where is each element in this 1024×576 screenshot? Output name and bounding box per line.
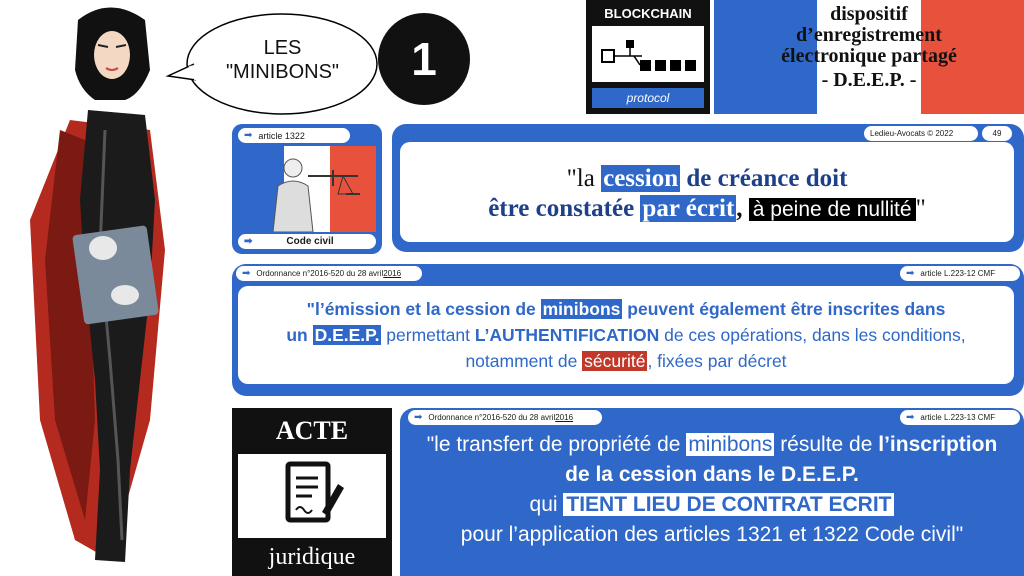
q2-auth: L’AUTHENTIFICATION bbox=[474, 325, 660, 345]
q3-l2: de la cession dans le D.E.E.P. bbox=[565, 463, 859, 486]
deep-line-3: électronique partagé bbox=[781, 45, 957, 67]
arrow-right-icon: ➡ bbox=[906, 268, 915, 279]
q1-open: "la bbox=[566, 165, 602, 192]
copyright-text: Ledieu-Avocats © 2022 bbox=[870, 129, 954, 138]
q3-l3a: qui bbox=[529, 493, 564, 516]
arrow-right-icon: ➡ bbox=[242, 268, 251, 279]
ordonnance-2-year: 2016 bbox=[555, 413, 574, 422]
q1-mid: de créance doit bbox=[680, 165, 848, 192]
article-l223-12-label: article L.223-12 CMF bbox=[920, 269, 996, 278]
arrow-right-icon: ➡ bbox=[244, 236, 253, 247]
justice-image bbox=[238, 146, 376, 232]
quote-2-text bbox=[238, 296, 1014, 374]
quote-1-text bbox=[400, 164, 1014, 225]
deep-line-4: - D.E.E.P. - bbox=[821, 69, 917, 91]
article-l223-13-tag bbox=[900, 410, 1020, 425]
q1-comma: , bbox=[736, 195, 749, 222]
speech-bubble-text bbox=[200, 36, 365, 84]
q3-l4: pour l’application des articles 1321 et 1322 Code civil" bbox=[460, 523, 964, 546]
q2-l2b: permettant bbox=[381, 325, 475, 345]
q2-minibons: minibons bbox=[542, 299, 621, 319]
q2-open: "l’émission et la cession de bbox=[306, 299, 541, 319]
acte-icon-box bbox=[238, 454, 386, 538]
q1-peine: à peine de nullité bbox=[749, 198, 916, 221]
q1-cession: cession bbox=[603, 165, 679, 192]
deep-line-2: d’enregistrement bbox=[796, 24, 942, 46]
quote-3-text bbox=[400, 430, 1024, 550]
ordonnance-1-year: 2016 bbox=[383, 269, 402, 278]
page-number: 49 bbox=[992, 129, 1002, 138]
acte-title: ACTE bbox=[275, 416, 349, 445]
quote-1-panel bbox=[392, 124, 1024, 252]
q3-l1a: "le transfert de propriété de bbox=[426, 433, 687, 456]
quote-3-panel bbox=[400, 408, 1024, 576]
deep-header-text bbox=[714, 4, 1024, 91]
blockchain-subtitle: protocol bbox=[592, 88, 704, 108]
q2-l2c: de ces opérations, dans les conditions, bbox=[659, 325, 966, 345]
q2-l3a: notamment de bbox=[465, 351, 583, 371]
q1-line2a: être constatée bbox=[488, 195, 641, 222]
blockchain-title: BLOCKCHAIN bbox=[604, 6, 692, 21]
acte-juridique-box bbox=[232, 408, 392, 576]
q3-l1b: résulte de bbox=[774, 433, 879, 456]
quote-2-panel bbox=[232, 264, 1024, 396]
scales-of-justice-icon bbox=[238, 146, 376, 232]
copyright-tag bbox=[864, 126, 978, 141]
article-l223-13-label: article L.223-13 CMF bbox=[920, 413, 996, 422]
blockchain-icon bbox=[592, 26, 704, 82]
deep-flag-header bbox=[714, 0, 1024, 114]
q2-securite: sécurité bbox=[584, 351, 646, 371]
acte-footer: juridique bbox=[268, 544, 356, 570]
arrow-right-icon: ➡ bbox=[414, 412, 423, 423]
article-1322-box bbox=[232, 124, 382, 254]
q1-close: " bbox=[915, 195, 926, 222]
q2-mid: peuvent également être inscrites dans bbox=[622, 299, 946, 319]
ordonnance-2-tag bbox=[408, 410, 602, 425]
q3-tient: TIENT LIEU DE CONTRAT ECRIT bbox=[563, 493, 894, 516]
q1-par-ecrit: par écrit bbox=[642, 195, 735, 222]
q2-l3b: , fixées par décret bbox=[647, 351, 787, 371]
ordonnance-1-tag bbox=[236, 266, 422, 281]
bubble-line-1: LES bbox=[263, 37, 302, 59]
deep-line-1: dispositif bbox=[830, 3, 908, 25]
ordonnance-1-label: Ordonnance n°2016-520 du 28 avril bbox=[256, 269, 384, 278]
blockchain-diagram bbox=[592, 26, 704, 82]
quote-1-inner bbox=[400, 142, 1014, 242]
bubble-line-2: "MINIBONS" bbox=[225, 61, 340, 83]
q2-l2a: un bbox=[286, 325, 313, 345]
arrow-right-icon: ➡ bbox=[906, 412, 915, 423]
code-civil-label: Code civil bbox=[286, 236, 334, 247]
article-1322-label: article 1322 bbox=[258, 130, 305, 141]
number-badge bbox=[378, 13, 470, 105]
q3-minibons: minibons bbox=[688, 433, 773, 456]
q3-l1c: l’inscription bbox=[878, 433, 998, 456]
page-number-tag bbox=[982, 126, 1012, 141]
document-signature-icon bbox=[238, 454, 386, 538]
code-civil-tag bbox=[238, 234, 376, 249]
ordonnance-2-label: Ordonnance n°2016-520 du 28 avril bbox=[428, 413, 556, 422]
quote-2-inner bbox=[238, 286, 1014, 384]
q2-deep: D.E.E.P. bbox=[314, 325, 380, 345]
blockchain-panel bbox=[586, 0, 710, 114]
article-l223-12-tag bbox=[900, 266, 1020, 281]
article-1322-tag bbox=[238, 128, 350, 143]
arrow-right-icon: ➡ bbox=[244, 130, 253, 141]
badge-number: 1 bbox=[411, 33, 437, 85]
